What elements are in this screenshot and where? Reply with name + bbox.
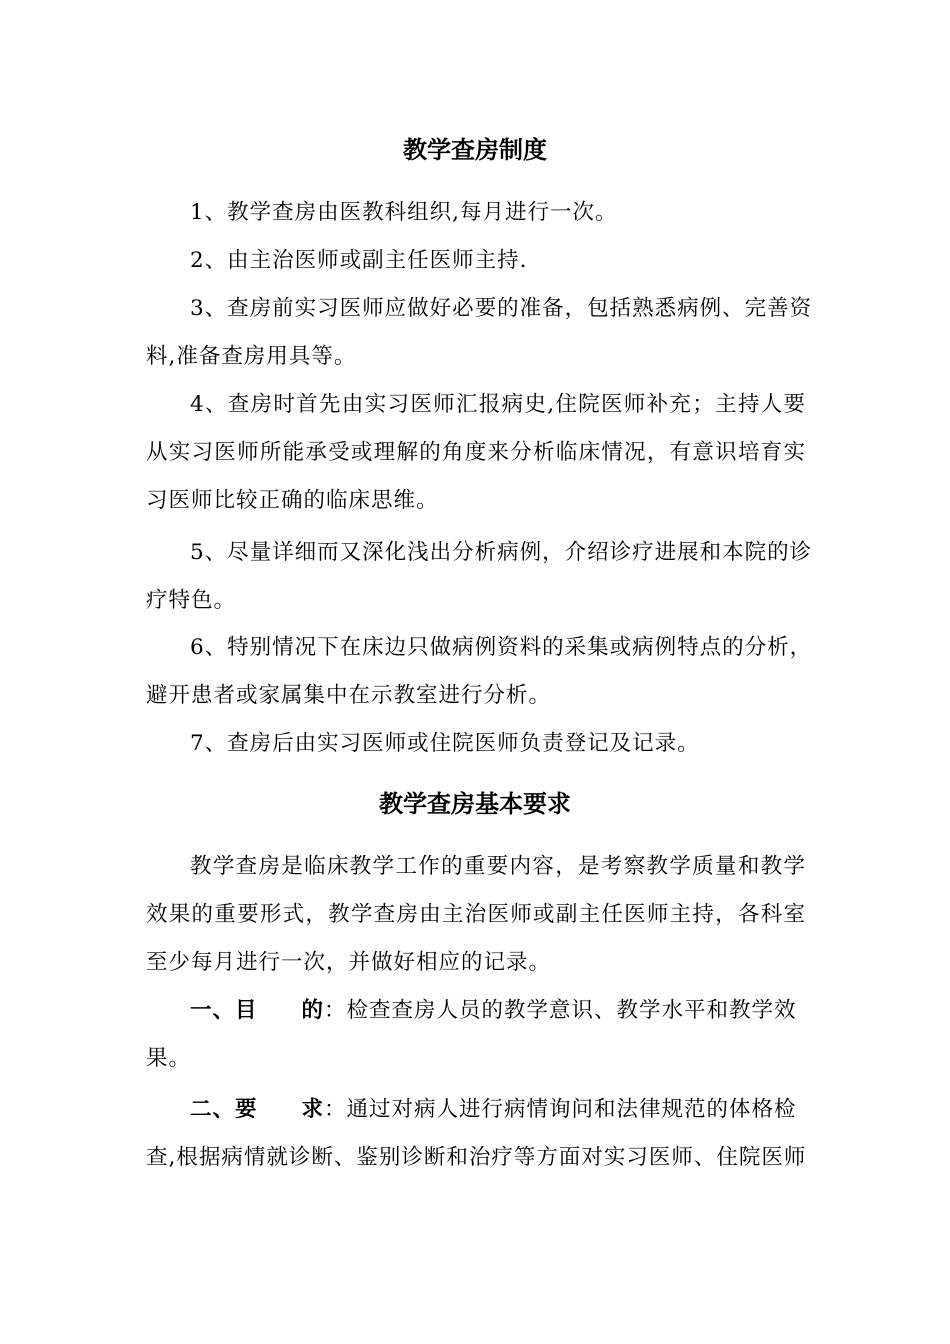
section-title-teaching-rounds-system: 教学查房制度	[403, 136, 547, 164]
intro-line-3: 至少每月进行一次，并做好相应的记录。	[146, 950, 552, 975]
rule-3-line-1: 3、查房前实习医师应做好必要的准备，包括熟悉病例、完善资	[190, 296, 813, 321]
rule-6-line-1: 6、特别情况下在床边只做病例资料的采集或病例特点的分析，	[190, 635, 813, 660]
rule-2: 2、由主治医师或副主任医师主持.	[190, 248, 528, 273]
item-purpose	[190, 996, 797, 1026]
intro-line-2: 效果的重要形式，教学查房由主治医师或副主任医师主持，各科室	[146, 902, 806, 927]
item-requirements-text: ：通过对病人进行病情询问和法律规范的体格检	[324, 1097, 797, 1122]
item-purpose-continuation: 果。	[146, 1046, 192, 1071]
rule-6-line-2: 避开患者或家属集中在示教室进行分析。	[146, 683, 552, 708]
item-purpose-label-a: 一、目	[190, 998, 258, 1023]
item-requirements-label-b: 求	[301, 1097, 325, 1122]
rule-1: 1、教学查房由医教科组织,每月进行一次。	[190, 200, 618, 225]
rule-4-line-3: 习医师比较正确的临床思维。	[146, 488, 439, 513]
item-requirements	[190, 1095, 797, 1125]
item-purpose-text: ：检查查房人员的教学意识、教学水平和教学效	[324, 998, 797, 1023]
item-requirements-label-a: 二、要	[190, 1097, 258, 1122]
rule-4-line-1: 4、查房时首先由实习医师汇报病史,住院医师补充；主持人要	[190, 392, 806, 417]
rule-4-line-2: 从实习医师所能承受或理解的角度来分析临床情况，有意识培育实	[146, 440, 806, 465]
intro-line-1: 教学查房是临床教学工作的重要内容，是考察教学质量和教学	[190, 854, 806, 879]
item-purpose-label-b: 的	[301, 998, 325, 1023]
rule-5-line-1: 5、尽量详细而又深化浅出分析病例，介绍诊疗进展和本院的诊	[190, 540, 813, 565]
section-title-teaching-rounds-requirements: 教学查房基本要求	[379, 790, 571, 818]
item-requirements-continuation: 查,根据病情就诊断、鉴别诊断和治疗等方面对实习医师、住院医师	[146, 1145, 807, 1170]
rule-7: 7、查房后由实习医师或住院医师负责登记及记录。	[190, 731, 700, 756]
rule-5-line-2: 疗特色。	[146, 588, 237, 613]
rule-3-line-2: 料,准备查房用具等。	[146, 344, 357, 369]
